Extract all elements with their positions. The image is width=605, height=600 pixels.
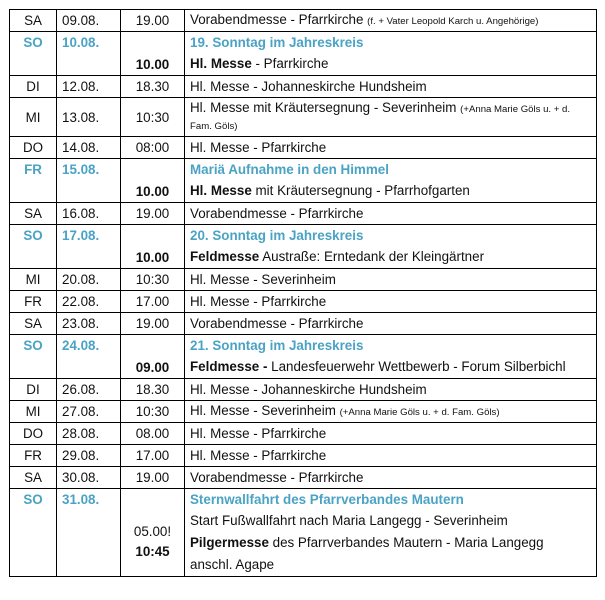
feast-title: Sternwallfahrt des Pfarrverbandes Mautern	[190, 492, 464, 507]
mass-text: Hl. Messe mit Kräutersegnung - Severinheim	[190, 100, 457, 115]
mass-location: Austraße: Erntedank der Kleingärtner	[259, 249, 485, 264]
mass-time: 10:45	[135, 543, 170, 559]
date-cell: 27.08.	[57, 401, 121, 423]
time-cell: 08.00	[121, 423, 185, 445]
date-cell: 14.08.	[57, 137, 121, 159]
day-cell: FR	[10, 445, 57, 467]
day-cell: MI	[10, 98, 57, 137]
mass-text: Vorabendmesse - Pfarrkirche	[190, 12, 364, 27]
description-cell	[185, 159, 597, 203]
date-cell: 30.08.	[57, 467, 121, 489]
mass-text: Hl. Messe - Pfarrkirche	[190, 294, 327, 309]
schedule-row	[10, 401, 597, 423]
start-time: 05.00!	[133, 523, 172, 539]
description-cell	[185, 291, 597, 313]
description-cell	[185, 335, 597, 379]
schedule-row	[10, 423, 597, 445]
mass-line	[190, 180, 591, 202]
schedule-row	[10, 335, 597, 379]
time-cell: 19.00	[121, 203, 185, 225]
date-cell: 16.08.	[57, 203, 121, 225]
day-cell: FR	[10, 159, 57, 203]
mass-line	[190, 53, 591, 75]
time-cell: 19.00	[121, 467, 185, 489]
time-cell: 10.00	[121, 32, 185, 76]
schedule-row	[10, 313, 597, 335]
mass-type: Feldmesse -	[190, 359, 268, 374]
description-cell	[185, 203, 597, 225]
day-cell: DO	[10, 423, 57, 445]
intention-note: (f. + Vater Leopold Karch u. Angehörige)	[367, 16, 539, 27]
schedule-row	[10, 225, 597, 269]
feast-title: 19. Sonntag im Jahreskreis	[190, 35, 364, 50]
schedule-row	[10, 467, 597, 489]
mass-location: Landesfeuerwehr Wettbewerb - Forum Silberbichl	[267, 359, 566, 374]
intention-note: (+Anna Marie Göls u. + d. Fam. Göls)	[339, 407, 500, 418]
intention-note: (+Anna Marie Göls u. + d. Fam. Göls)	[190, 104, 571, 132]
pilgrim-mass-line	[190, 532, 591, 554]
day-cell: SO	[10, 225, 57, 269]
schedule-row	[10, 76, 597, 98]
day-cell: SO	[10, 335, 57, 379]
time-cell: 17.00	[121, 445, 185, 467]
day-cell: SA	[10, 313, 57, 335]
day-cell: SA	[10, 467, 57, 489]
date-cell: 09.08.	[57, 10, 121, 32]
schedule-row	[10, 291, 597, 313]
mass-text: Hl. Messe - Pfarrkirche	[190, 426, 327, 441]
mass-line	[190, 246, 591, 268]
mass-text: Vorabendmesse - Pfarrkirche	[190, 206, 364, 221]
schedule-row	[10, 137, 597, 159]
mass-location: des Pfarrverbandes Mautern - Maria Langegg	[268, 535, 544, 550]
time-cell: 10.00	[121, 225, 185, 269]
time-cell	[121, 489, 185, 577]
day-cell: DI	[10, 379, 57, 401]
schedule-row	[10, 10, 597, 32]
day-cell: MI	[10, 269, 57, 291]
feast-title: 21. Sonntag im Jahreskreis	[190, 338, 364, 353]
mass-location: - Pfarrkirche	[251, 56, 329, 71]
time-cell: 10.00	[121, 159, 185, 203]
mass-schedule-table	[9, 9, 597, 577]
date-cell: 20.08.	[57, 269, 121, 291]
date-cell: 24.08.	[57, 335, 121, 379]
time-cell: 19.00	[121, 313, 185, 335]
time-cell: 17.00	[121, 291, 185, 313]
description-cell	[185, 445, 597, 467]
description-cell	[185, 467, 597, 489]
day-cell: SO	[10, 32, 57, 76]
schedule-row	[10, 32, 597, 76]
date-cell: 26.08.	[57, 379, 121, 401]
time-cell: 19.00	[121, 10, 185, 32]
day-cell: SO	[10, 489, 57, 577]
mass-type: Hl. Messe	[190, 183, 252, 198]
schedule-row	[10, 203, 597, 225]
date-cell: 10.08.	[57, 32, 121, 76]
mass-text: Hl. Messe - Johanneskirche Hundsheim	[190, 382, 427, 397]
date-cell: 29.08.	[57, 445, 121, 467]
time-cell: 18.30	[121, 379, 185, 401]
day-cell: SA	[10, 10, 57, 32]
day-cell: FR	[10, 291, 57, 313]
mass-line	[190, 356, 591, 378]
mass-text: Vorabendmesse - Pfarrkirche	[190, 316, 364, 331]
description-cell	[185, 98, 597, 137]
description-cell	[185, 423, 597, 445]
mass-text: Hl. Messe - Severinheim	[190, 403, 336, 418]
time-cell: 18.30	[121, 76, 185, 98]
mass-text: Hl. Messe - Pfarrkirche	[190, 448, 327, 463]
mass-type: Hl. Messe	[190, 56, 252, 71]
pilgrimage-start: Start Fußwallfahrt nach Maria Langegg - Severinheim	[190, 513, 508, 528]
day-cell: MI	[10, 401, 57, 423]
agape-line: anschl. Agape	[190, 557, 275, 572]
mass-location: mit Kräutersegnung - Pfarrhofgarten	[251, 183, 470, 198]
day-cell: DO	[10, 137, 57, 159]
description-cell	[185, 225, 597, 269]
date-cell: 12.08.	[57, 76, 121, 98]
date-cell: 22.08.	[57, 291, 121, 313]
description-cell	[185, 489, 597, 577]
mass-text: Hl. Messe - Pfarrkirche	[190, 140, 327, 155]
mass-text: Hl. Messe - Johanneskirche Hundsheim	[190, 79, 427, 94]
description-cell	[185, 137, 597, 159]
description-cell	[185, 32, 597, 76]
schedule-body	[10, 10, 597, 577]
day-cell: SA	[10, 203, 57, 225]
date-cell: 13.08.	[57, 98, 121, 137]
time-cell: 10:30	[121, 401, 185, 423]
date-cell: 23.08.	[57, 313, 121, 335]
feast-title: 20. Sonntag im Jahreskreis	[190, 228, 364, 243]
schedule-row	[10, 269, 597, 291]
date-cell: 15.08.	[57, 159, 121, 203]
schedule-row	[10, 379, 597, 401]
time-cell: 08:00	[121, 137, 185, 159]
description-cell	[185, 401, 597, 423]
mass-text: Vorabendmesse - Pfarrkirche	[190, 470, 364, 485]
description-cell	[185, 10, 597, 32]
time-cell: 10:30	[121, 98, 185, 137]
schedule-row	[10, 159, 597, 203]
schedule-row	[10, 445, 597, 467]
mass-text: Hl. Messe - Severinheim	[190, 272, 336, 287]
schedule-row	[10, 98, 597, 137]
description-cell	[185, 269, 597, 291]
date-cell: 31.08.	[57, 489, 121, 577]
description-cell	[185, 379, 597, 401]
mass-type: Pilgermesse	[190, 535, 269, 550]
mass-type: Feldmesse	[190, 249, 260, 264]
time-cell: 09.00	[121, 335, 185, 379]
schedule-row-pilgrimage	[10, 489, 597, 577]
date-cell: 28.08.	[57, 423, 121, 445]
description-cell	[185, 76, 597, 98]
time-cell: 10:30	[121, 269, 185, 291]
description-cell	[185, 313, 597, 335]
feast-title: Mariä Aufnahme in den Himmel	[190, 162, 389, 177]
day-cell: DI	[10, 76, 57, 98]
date-cell: 17.08.	[57, 225, 121, 269]
